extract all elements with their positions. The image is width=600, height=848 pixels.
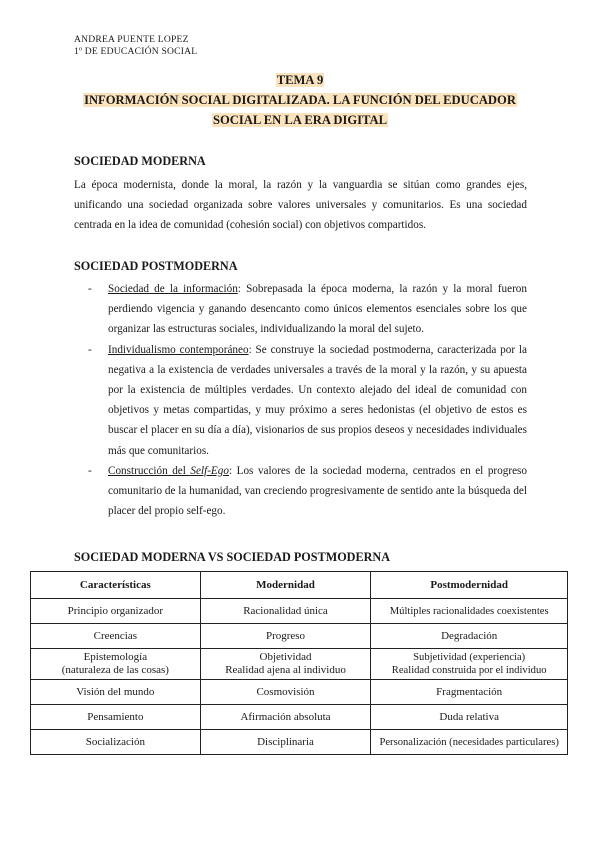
author-name: ANDREA PUENTE LOPEZ (74, 34, 189, 45)
bullet-dash: - (88, 343, 92, 356)
table-cell: Epistemología (naturaleza de las cosas) (31, 649, 201, 680)
table-cell: Fragmentación (371, 680, 568, 705)
table-cell: Cosmovisión (200, 680, 371, 705)
list-item (88, 340, 527, 461)
table-cell: Múltiples racionalidades coexistentes (371, 599, 568, 624)
list-item (88, 279, 527, 340)
table-cell: Pensamiento (31, 705, 201, 730)
bullet-text: : Sobrepasada la época moderna, la razón y la moral fueron perdiendo vigencia y ganando desencanto como únicos elementos esenciales sobre los que organizar las estructuras sociales, individualizando la moral del sujeto. (108, 283, 527, 336)
table-header-cell: Modernidad (200, 572, 371, 599)
table-cell: Creencias (31, 624, 201, 649)
title-line-1: INFORMACIÓN SOCIAL DIGITALIZADA. LA FUNCIÓN DEL EDUCADOR (84, 93, 516, 107)
table-row (31, 705, 568, 730)
table-cell: Progreso (200, 624, 371, 649)
table-header-row (31, 572, 568, 599)
table-cell: Personalización (necesidades particulares) (371, 730, 568, 755)
comparison-table (30, 571, 568, 755)
table-row (31, 624, 568, 649)
table-header-cell: Postmodernidad (371, 572, 568, 599)
modern-paragraph: La época modernista, donde la moral, la razón y la vanguardia se sitúan como grandes ejes, unificando una sociedad organizada sobre valores universales y comunitarios. Es una sociedad centrada en la idea de comunidad (cohesión social) con objetivos compartidos. (74, 179, 527, 231)
author-block (74, 34, 197, 58)
bullet-term-prefix: Construcción del (108, 464, 191, 477)
bullet-term-italic: Self-Ego (190, 464, 229, 477)
title-line-2: SOCIAL EN LA ERA DIGITAL (212, 113, 388, 127)
bullet-term: Sociedad de la información (108, 283, 238, 295)
table-row (31, 599, 568, 624)
modern-heading: SOCIEDAD MODERNA (74, 154, 206, 168)
author-course: 1º DE EDUCACIÓN SOCIAL (74, 46, 198, 57)
table-cell: Disciplinaria (200, 730, 371, 755)
bullet-dash: - (88, 464, 92, 477)
bullet-text: : Se construye la sociedad postmoderna, caracterizada por la negativa a la existencia de verdades universales a través de la moral y la razón, y su apuesta por la existencia de múltiples verdades. Un contexto alejado del ideal de comunidad con objetivos y metas compartidas, y muy próximo a seres hedonistas (el objetivo de estos es buscar el placer en su día a día), visionarios de sus propios deseos y necesidades individuales más que comunitarios. (108, 343, 527, 457)
bullet-term (108, 465, 229, 477)
table-cell: Socialización (31, 730, 201, 755)
table-cell: Degradación (371, 624, 568, 649)
table-row (31, 680, 568, 705)
postmodern-list (88, 279, 527, 521)
bullet-dash: - (88, 283, 92, 295)
topic-number: TEMA 9 (276, 73, 324, 87)
table-cell: Racionalidad única (200, 599, 371, 624)
bullet-term: Individualismo contemporáneo (108, 343, 249, 356)
table-cell: Afirmación absoluta (200, 705, 371, 730)
table-cell: Visión del mundo (31, 680, 201, 705)
comparison-heading: SOCIEDAD MODERNA VS SOCIEDAD POSTMODERNA (74, 550, 391, 564)
table-cell: Objetividad Realidad ajena al individuo (200, 649, 371, 680)
list-item (88, 461, 527, 522)
document-title (60, 70, 540, 130)
table-cell: Principio organizador (31, 599, 201, 624)
table-cell: Subjetividad (experiencia) Realidad construida por el individuo (371, 649, 568, 680)
table-row (31, 730, 568, 755)
table-row (31, 649, 568, 680)
table-header-cell: Características (31, 572, 201, 599)
table-cell: Duda relativa (371, 705, 568, 730)
postmodern-heading: SOCIEDAD POSTMODERNA (74, 259, 238, 273)
bullet-text: : Los valores de la sociedad moderna, centrados en el progreso comunitario de la humanidad, van creciendo progresivamente de sentido ante la búsqueda del placer del propio self-ego. (108, 464, 527, 518)
